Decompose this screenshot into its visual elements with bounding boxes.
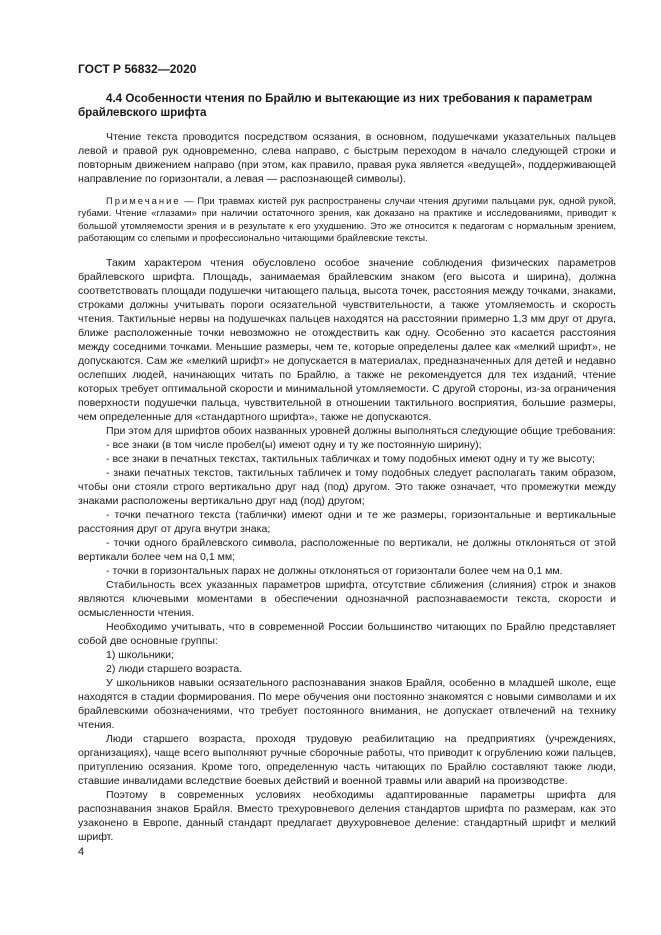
- document-header: ГОСТ Р 56832—2020: [78, 62, 197, 76]
- list-item: - точки в горизонтальных парах не должны отклоняться от горизонтали более чем на 0,1 мм.: [106, 564, 563, 577]
- list-item: - все знаки (в том числе пробел(ы) имеют одну и ту же постоянную ширину);: [106, 438, 482, 451]
- paragraph-older-people: Люди старшего возраста, проходя трудовую реабилитацию на предприятиях (учреждениях, организациях), чаще всего выполняют ручные сборочные работы, что приводит к огрублению кожи пальцев, притуплению осязания. Кроме того, определенную часть читающих по Брайлю составляют также люди, ставшие инвалидами вследствие боевых действий и военной травмы или аварий на производстве.: [78, 732, 616, 787]
- paragraph-reader-groups: Необходимо учитывать, что в современной России большинство читающих по Брайлю представляет собой две основные группы:: [78, 620, 616, 647]
- note-text: — При травмах кистей рук распространены случаи чтения другими пальцами рук, одной рукой, губами. Чтение «глазами» при наличии остаточного зрения, как доказано на практике и исследованиями, приводит к большой утомляемости зрения и в результате к его ухудшению. Это же относится к педагогам с нормальным зрением, работающим со слепыми и профессионально читающими брайлевские тексты.: [78, 196, 616, 245]
- paragraph-reading-method: Чтение текста проводится посредством осязания, в основном, подушечками указательных пальцев левой и правой рук одновременно, слева направо, с быстрым переходом в начало следующей строки и повторным движением направо (при этом, как правило, правая рука является «ведущей», поддерживающей направление по горизонтали, а левая — распознающей символы).: [78, 131, 616, 185]
- list-item: - все знаки в печатных текстах, тактильных табличках и тому подобных имеют одну и ту же высоту;: [106, 452, 595, 465]
- list-item: 1) школьники;: [106, 648, 174, 661]
- paragraph-physical-parameters: Таким характером чтения обусловлено особое значение соблюдения физических параметров брайлевского шрифта. Площадь, занимаемая брайлевским знаком (его высота и ширина), должна соответствовать площади подушечки читающего пальца, высота точек, расстояния между точками, знаками, строками должны учитывать пороги осязательной чувствительности, а также утомляемость и скорость чтения. Тактильные нервы на подушечках пальцев находятся на расстоянии примерно 1,3 мм друг от друга, ближе расположенные точки невозможно не отождествить как одну. Особенно это касается расстояния между соседними точками. Меньшие размеры, чем те, которые определены далее как «мелкий шрифт», не допускаются. Сам же «мелкий шрифт» не допускается в материалах, предназначенных для детей и недавно ослепших людей, начинающих читать по Брайлю, а также не рекомендуется для тех изданий, чтение которых требует оптимальной скорости и минимальной утомляемости. С другой стороны, из-за ограничения поверхности подушечки пальца, чувствительной в отношении тактильного восприятия, большие размеры, чем определенные для «стандартного шрифта», также не допускаются.: [78, 256, 616, 423]
- list-item: 2) люди старшего возраста.: [106, 662, 243, 675]
- page-number: 4: [78, 846, 85, 858]
- paragraph-general-requirements: При этом для шрифтов обоих названных уровней должны выполняться следующие общие требования:: [106, 424, 616, 437]
- section-title: 4.4 Особенности чтения по Брайлю и вытекающие из них требования к параметрам брайлевского шрифта: [78, 92, 593, 119]
- list-item: - знаки печатных текстов, тактильных табличек и тому подобных следует располагать таким образом, чтобы они стояли строго вертикально друг над (под) другом. Это также означает, что промежутки между знаками расположены вертикально друг над (под) другом;: [78, 466, 616, 507]
- paragraph-schoolchildren: У школьников навыки осязательного распознавания знаков Брайля, особенно в младшей школе, еще находятся в стадии формирования. По мере обучения они постоянно знакомятся с новыми символами и их брайлевскими обозначениями, что требует постоянного внимания, не допускает отвлечений на технику чтения.: [78, 676, 616, 731]
- note-paragraph: [78, 196, 616, 246]
- document-body: [78, 92, 616, 844]
- note-label: Примечание: [106, 196, 181, 207]
- paragraph-stability: Стабильность всех указанных параметров шрифта, отсутствие сближения (слияния) строк и знаков являются ключевыми моментами в обеспечении однозначной распознаваемости текста, скорости и осмысленности чтения.: [78, 578, 616, 619]
- list-item: - точки одного брайлевского символа, расположенные по вертикали, не должны отклоняться от этой вертикали более чем на 0,1 мм;: [78, 536, 616, 563]
- paragraph-conclusion: Поэтому в современных условиях необходимы адаптированные параметры шрифта для распознавания знаков Брайля. Вместо трехуровневого деления стандартов шрифта по размерам, как это узаконено в Европе, данный стандарт предлагает двухуровневое деление: стандартный шрифт и мелкий шрифт.: [78, 788, 616, 843]
- list-item: - точки печатного текста (таблички) имеют одни и те же размеры, горизонтальные и вертикальные расстояния друг от друга внутри знака;: [78, 508, 616, 535]
